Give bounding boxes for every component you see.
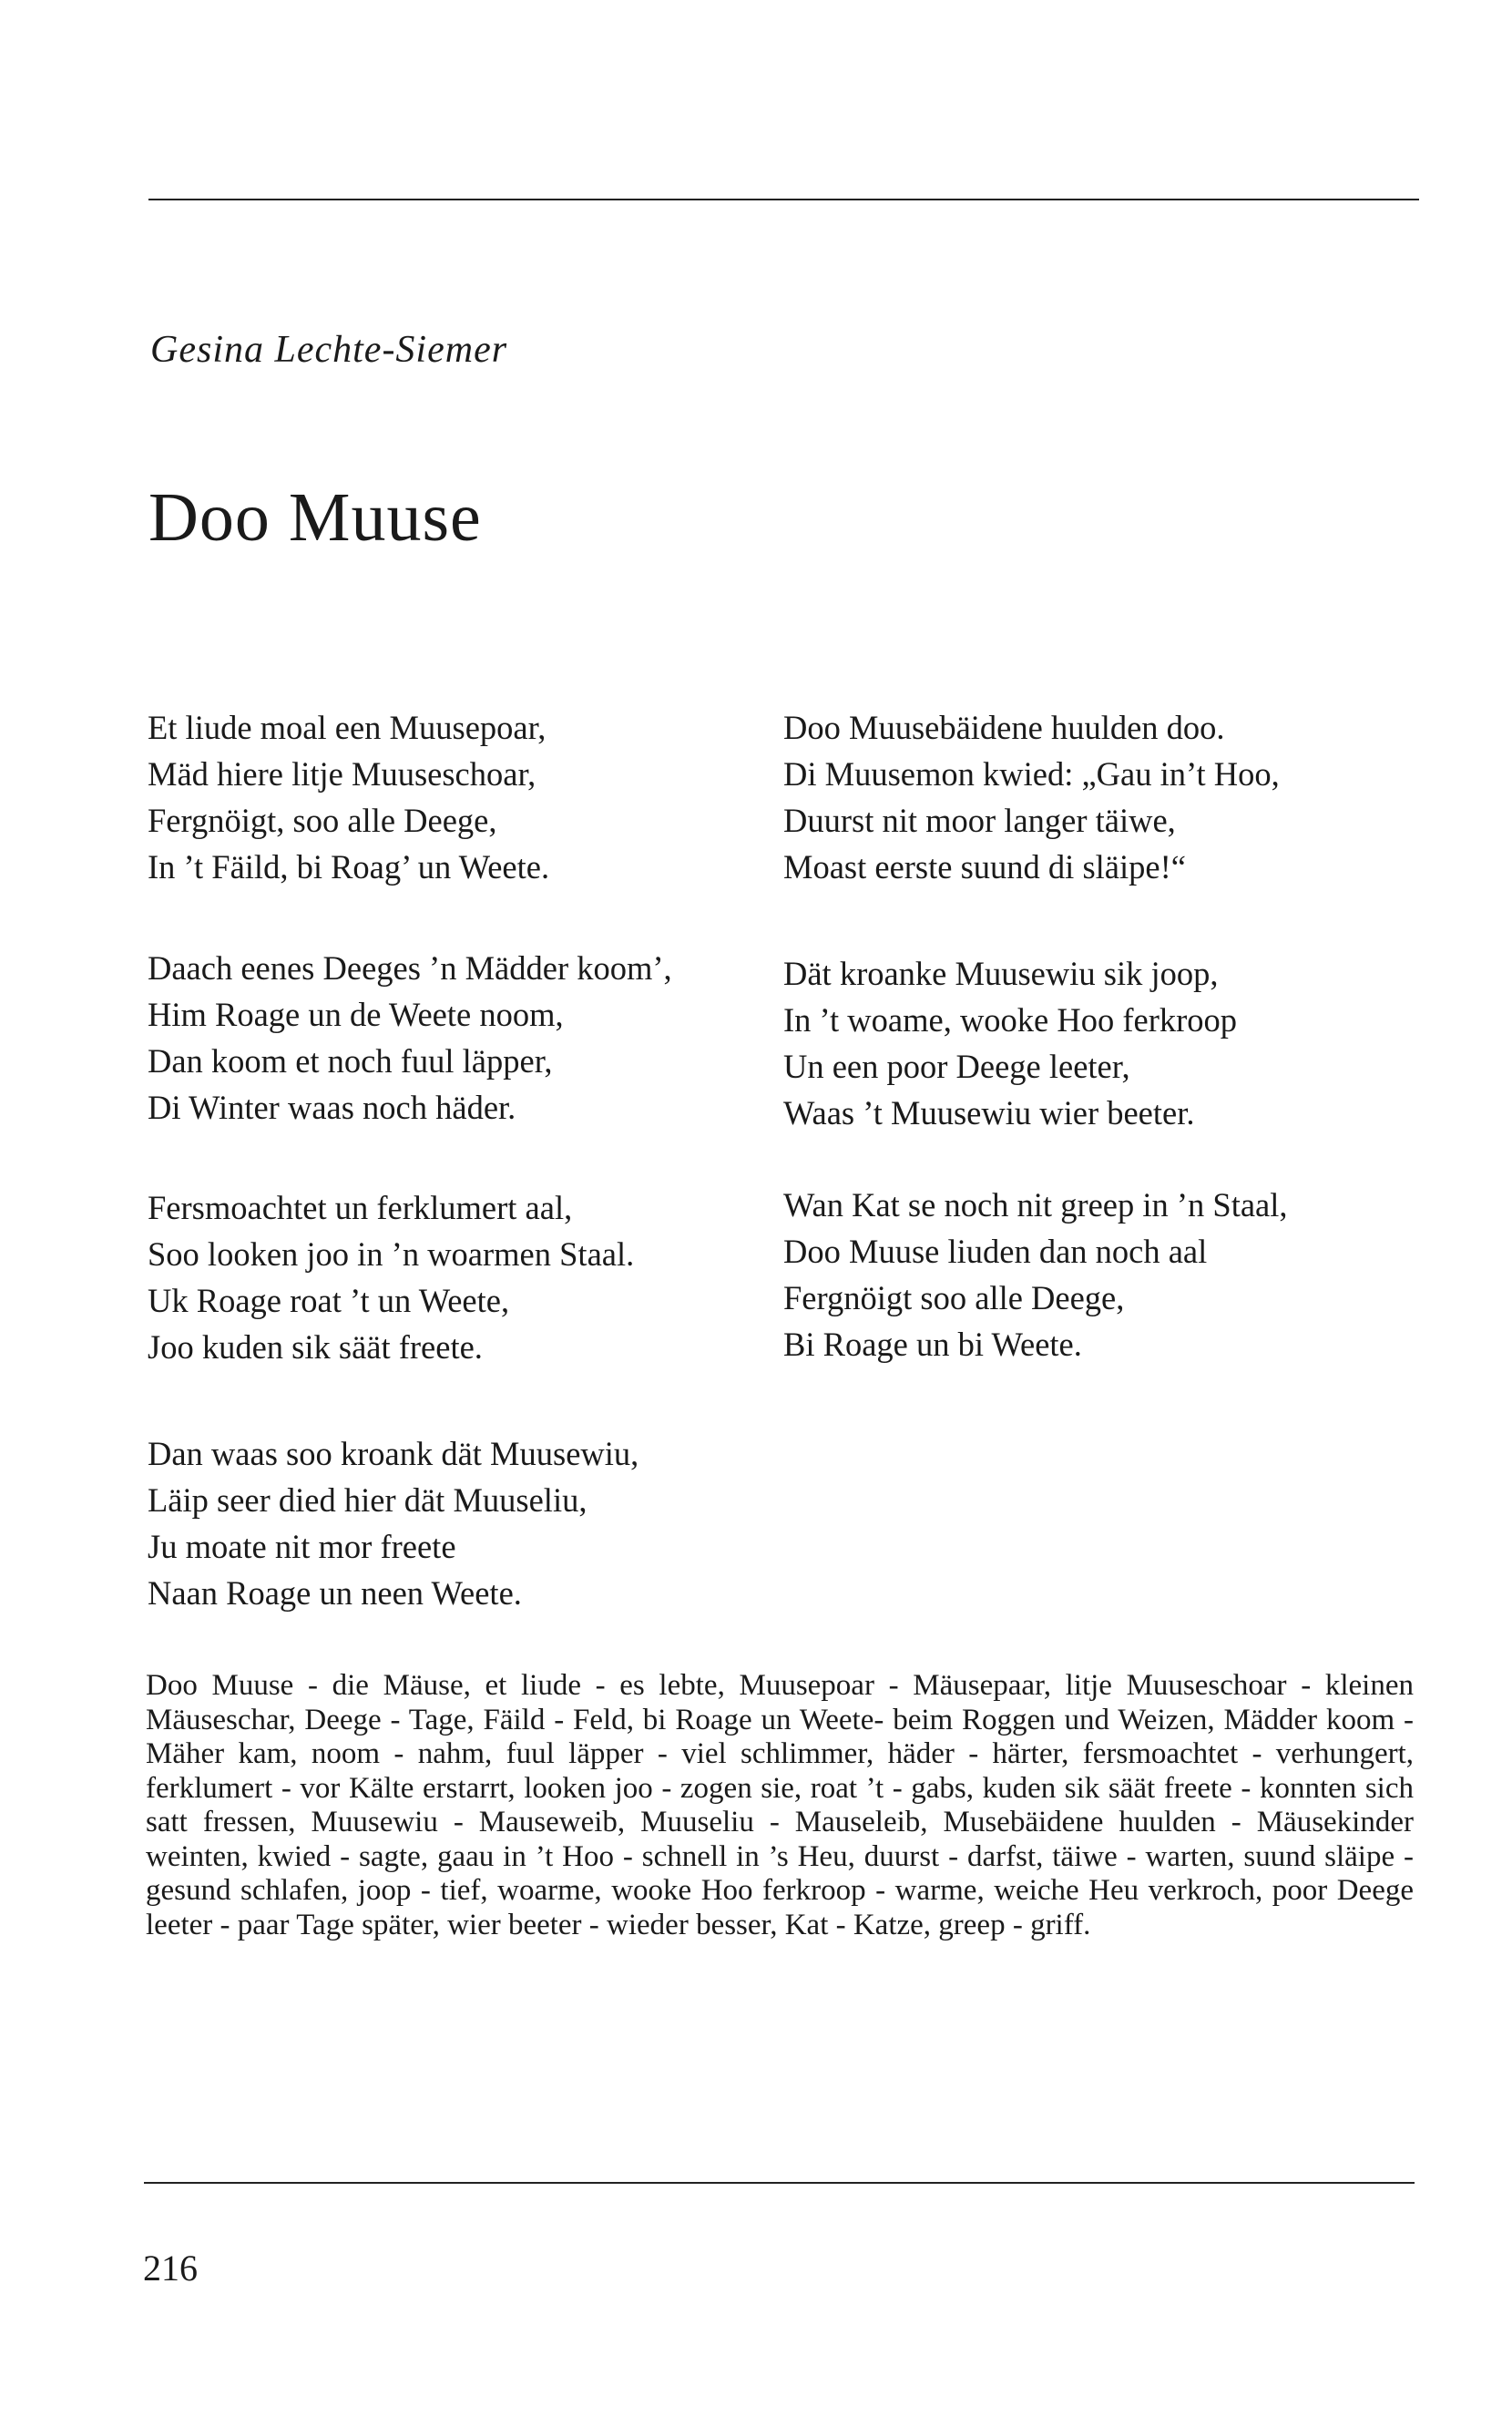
verse-line: Joo kuden sik säät freete. — [148, 1328, 483, 1366]
stanza-4 — [148, 1430, 639, 1616]
verse-line: Ju moate nit mor freete — [148, 1528, 456, 1565]
verse-line: Naan Roage un neen Weete. — [148, 1574, 522, 1612]
verse-line: Et liude moal een Muusepoar, — [148, 709, 547, 746]
stanza-5 — [783, 704, 1280, 890]
verse-line: In ’t Fäild, bi Roag’ un Weete. — [148, 848, 550, 886]
verse-line: Fergnöigt soo alle Deege, — [783, 1279, 1125, 1316]
stanza-6 — [783, 950, 1237, 1136]
verse-line: Wan Kat se noch nit greep in ’n Staal, — [783, 1186, 1288, 1224]
glossary-paragraph: Doo Muuse - die Mäuse, et liude - es lebte, Muusepoar - Mäusepaar, litje Muuseschoar - kleinen Mäuseschar, Deege - Tage, Fäild - Feld, bi Roage un Weete- beim Roggen und Weizen, Mädder koom - Mäher kam, noom - nahm, fuul läpper - viel schlimmer, häder - härter, fersmoachtet - verhungert, ferklumert - vor Kälte erstarrt, looken joo - zogen sie, roat ’t - gabs, kuden sik säät freete - konnten sich satt fressen, Muusewiu - Mauseweib, Muuseliu - Mauseleib, Musebäidene huulden - Mäusekinder weinten, kwied - sagte, gaau in ’t Hoo - schnell in ’s Heu, duurst - darfst, täiwe - warten, suund släipe - gesund schlafen, joop - tief, woarme, wooke Hoo ferkroop - warme, weiche Heu verkroch, poor Deege leeter - paar Tage später, wier beeter - wieder besser, Kat - Katze, greep - griff. — [146, 1669, 1414, 1941]
verse-line: Läip seer died hier dät Muuseliu, — [148, 1481, 587, 1519]
bottom-rule — [144, 2182, 1415, 2184]
verse-line: Dan waas soo kroank dät Muusewiu, — [148, 1435, 639, 1472]
stanza-1 — [148, 704, 549, 890]
stanza-2 — [148, 945, 672, 1131]
verse-line: Dät kroanke Muusewiu sik joop, — [783, 955, 1219, 992]
verse-line: Duurst nit moor langer täiwe, — [783, 802, 1176, 839]
stanza-3 — [148, 1184, 634, 1370]
verse-line: Di Winter waas noch häder. — [148, 1089, 516, 1126]
verse-line: Uk Roage roat ’t un Weete, — [148, 1282, 510, 1319]
verse-line: Bi Roage un bi Weete. — [783, 1326, 1082, 1363]
author-name: Gesina Lechte-Siemer — [150, 329, 508, 371]
verse-line: Fergnöigt, soo alle Deege, — [148, 802, 497, 839]
verse-line: Doo Muuse liuden dan noch aal — [783, 1233, 1208, 1270]
stanza-7 — [783, 1182, 1288, 1367]
verse-line: Him Roage un de Weete noom, — [148, 996, 564, 1033]
verse-line: Di Muusemon kwied: „Gau in’t Hoo, — [783, 755, 1280, 793]
poem-title: Doo Muuse — [148, 479, 482, 556]
verse-line: In ’t woame, wooke Hoo ferkroop — [783, 1001, 1238, 1039]
verse-line: Soo looken joo in ’n woarmen Staal. — [148, 1235, 635, 1273]
verse-line: Fersmoachtet un ferklumert aal, — [148, 1189, 573, 1226]
top-rule — [148, 199, 1419, 200]
verse-line: Un een poor Deege leeter, — [783, 1048, 1130, 1085]
verse-line: Moast eerste suund di släipe!“ — [783, 848, 1186, 886]
verse-line: Dan koom et noch fuul läpper, — [148, 1042, 553, 1080]
verse-line: Doo Muusebäidene huulden doo. — [783, 709, 1225, 746]
verse-line: Waas ’t Muusewiu wier beeter. — [783, 1094, 1195, 1132]
verse-line: Daach eenes Deeges ’n Mädder koom’, — [148, 949, 672, 987]
verse-line: Mäd hiere litje Muuseschoar, — [148, 755, 536, 793]
page-number: 216 — [143, 2248, 198, 2289]
